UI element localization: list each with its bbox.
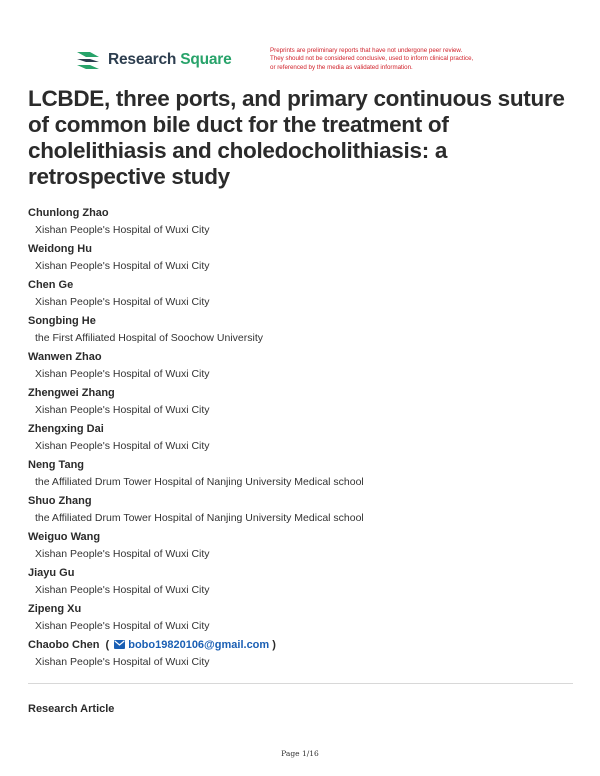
author-entry — [28, 457, 573, 493]
author-list — [28, 205, 573, 673]
author-name: Jiayu Gu — [28, 567, 75, 579]
author-entry — [28, 565, 573, 601]
logo-word-square: Square — [180, 51, 232, 68]
section-divider — [28, 683, 573, 684]
author-entry — [28, 205, 573, 241]
article-type: Research Article — [28, 703, 115, 715]
author-affiliation: Xishan People's Hospital of Wuxi City — [35, 620, 210, 632]
author-entry — [28, 277, 573, 313]
author-entry — [28, 241, 573, 277]
author-affiliation: Xishan People's Hospital of Wuxi City — [35, 296, 210, 308]
author-name: Chunlong Zhao — [28, 207, 109, 219]
research-square-logo[interactable] — [75, 49, 232, 71]
author-name: Weidong Hu — [28, 243, 92, 255]
author-name: Chen Ge — [28, 279, 74, 291]
corresponding-author-name: Chaobo Chen — [28, 639, 100, 651]
author-affiliation: Xishan People's Hospital of Wuxi City — [35, 656, 210, 668]
author-affiliation: the First Affiliated Hospital of Soochow University — [35, 332, 263, 344]
author-name: Shuo Zhang — [28, 495, 92, 507]
envelope-icon — [114, 640, 125, 649]
author-affiliation: Xishan People's Hospital of Wuxi City — [35, 548, 210, 560]
author-entry — [28, 421, 573, 457]
author-entry — [28, 385, 573, 421]
author-affiliation: the Affiliated Drum Tower Hospital of Nanjing University Medical school — [35, 512, 364, 524]
corresponding-author-entry — [28, 637, 573, 673]
author-entry — [28, 313, 573, 349]
author-entry — [28, 529, 573, 565]
research-square-logo-icon — [75, 49, 101, 71]
author-name: Zipeng Xu — [28, 603, 82, 615]
email-group — [106, 637, 276, 654]
author-affiliation: the Affiliated Drum Tower Hospital of Nanjing University Medical school — [35, 476, 364, 488]
author-name: Songbing He — [28, 315, 96, 327]
open-paren: ( — [105, 639, 110, 651]
close-paren: ) — [272, 639, 276, 651]
author-name: Wanwen Zhao — [28, 351, 102, 363]
author-affiliation: Xishan People's Hospital of Wuxi City — [35, 368, 210, 380]
author-name: Zhengwei Zhang — [28, 387, 115, 399]
author-affiliation: Xishan People's Hospital of Wuxi City — [35, 440, 210, 452]
preprint-disclaimer: Preprints are preliminary reports that have not undergone peer review. They should not be considered conclusive, used to inform clinical practice, or referenced by the media as validated information. — [270, 47, 474, 71]
author-affiliation: Xishan People's Hospital of Wuxi City — [35, 584, 210, 596]
logo-word-research: Research — [108, 51, 177, 68]
author-entry — [28, 601, 573, 637]
author-affiliation: Xishan People's Hospital of Wuxi City — [35, 260, 210, 272]
paper-title: LCBDE, three ports, and primary continuous suture of common bile duct for the treatment of cholelithiasis and choledocholithiasis: a retrospective study — [28, 86, 565, 189]
author-affiliation: Xishan People's Hospital of Wuxi City — [35, 224, 210, 236]
author-name: Weiguo Wang — [28, 531, 101, 543]
email-link[interactable]: bobo19820106@gmail.com — [128, 639, 270, 651]
author-entry — [28, 349, 573, 385]
page-number: Page 1/16 — [281, 749, 319, 758]
author-affiliation: Xishan People's Hospital of Wuxi City — [35, 404, 210, 416]
author-entry — [28, 493, 573, 529]
author-name: Neng Tang — [28, 459, 85, 471]
corresponding-author-line — [28, 637, 573, 654]
logo-wordmark — [108, 51, 232, 69]
author-name: Zhengxing Dai — [28, 423, 104, 435]
